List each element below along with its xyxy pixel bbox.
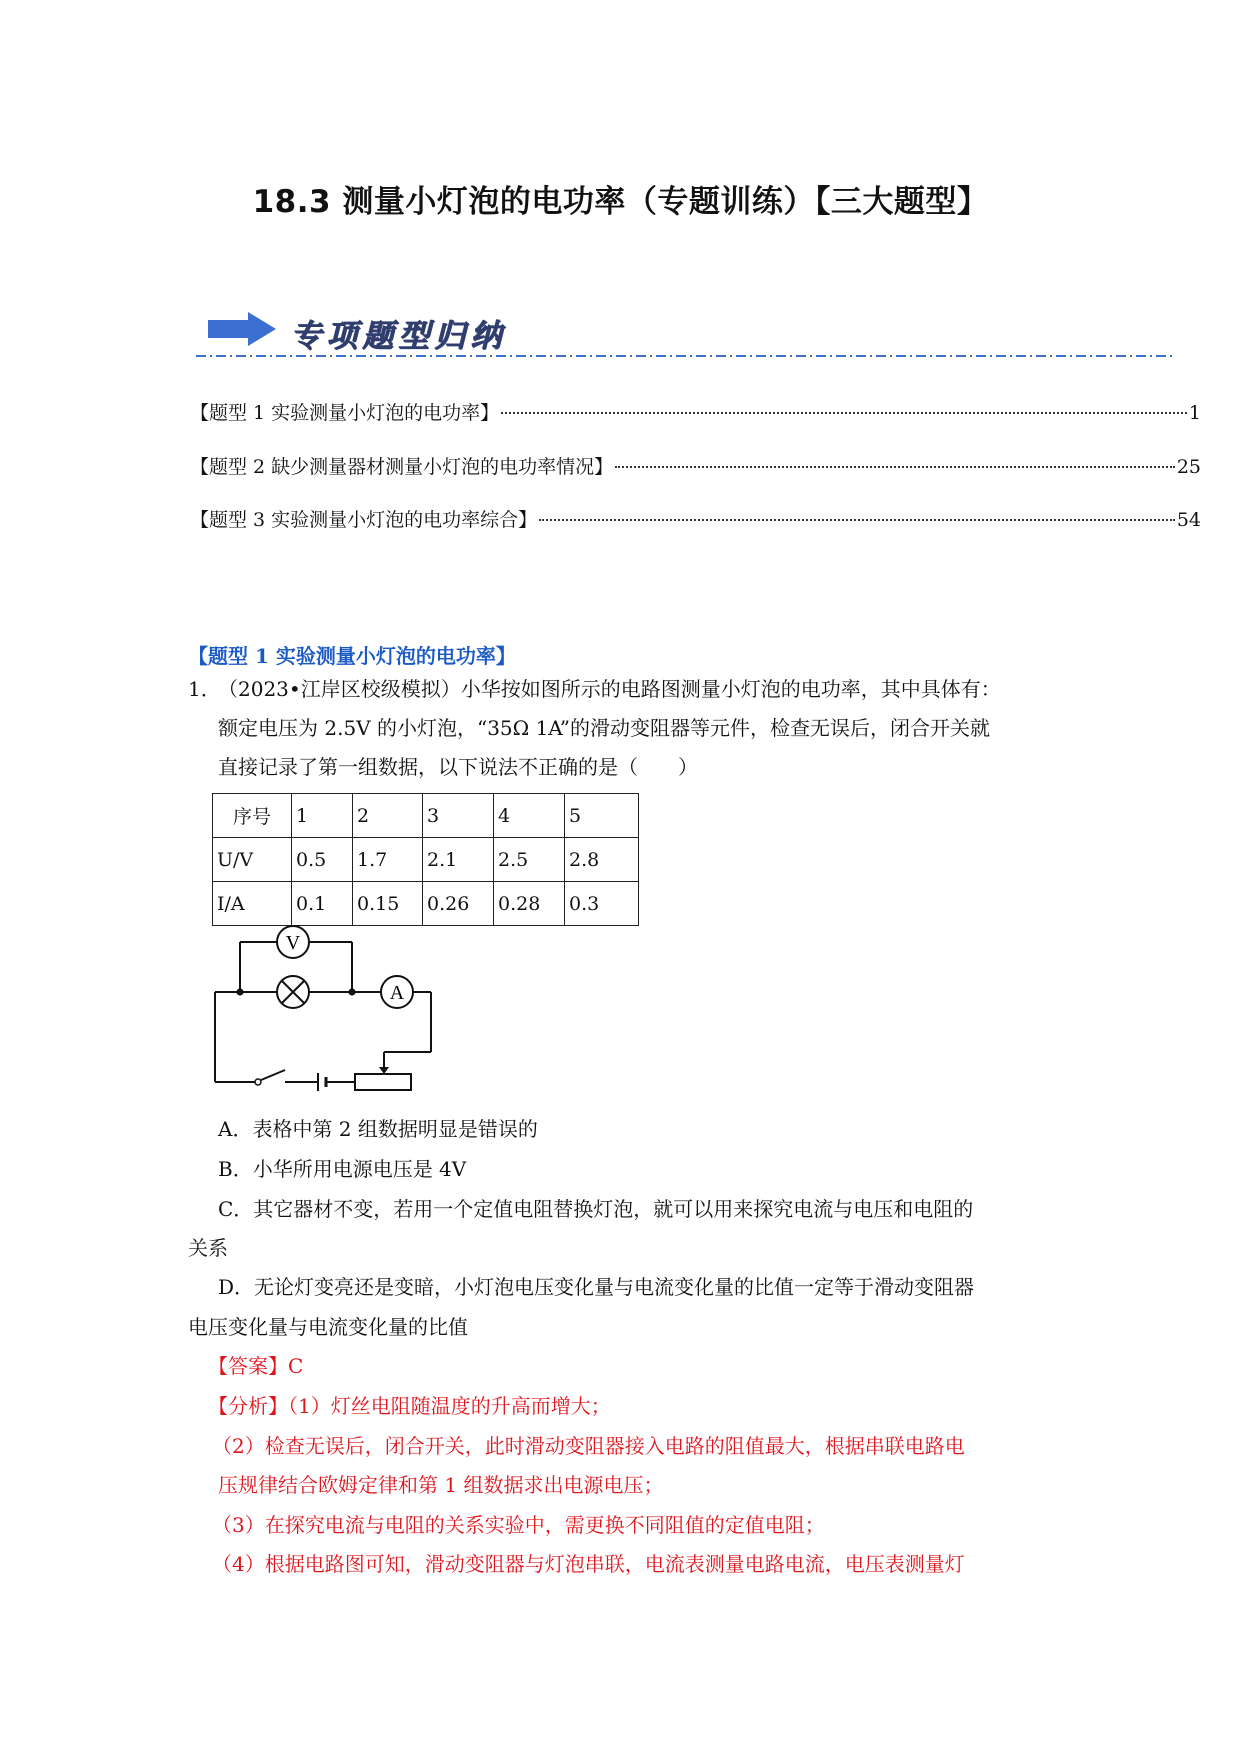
table-row: [213, 882, 639, 926]
toc-item[interactable]: [190, 398, 1201, 425]
ammeter-label: A: [389, 982, 405, 1004]
option-c-cont: 关系: [188, 1236, 228, 1260]
table-cell: 序号: [213, 794, 292, 838]
table-row: [213, 838, 639, 882]
question-number: 1．: [188, 677, 221, 701]
answer-value: C: [288, 1354, 304, 1378]
table-cell: 0.26: [423, 882, 494, 926]
table-cell: 5: [565, 794, 639, 838]
toc-page: 1: [1188, 402, 1201, 424]
question-line: 直接记录了第一组数据，以下说法不正确的是（ ）: [218, 755, 698, 779]
toc-item[interactable]: [190, 505, 1201, 532]
table-cell: 0.5: [292, 838, 353, 882]
ammeter-icon: [381, 976, 413, 1008]
toc-page: 54: [1176, 509, 1201, 531]
question-line: 额定电压为 2.5V 的小灯泡，“35Ω 1A”的滑动变阻器等元件，检查无误后，闭合开关就: [218, 716, 991, 740]
answer-label: 【答案】: [208, 1354, 288, 1378]
table-cell: 2.5: [494, 838, 565, 882]
toc-label: 【题型 2 缺少测量器材测量小灯泡的电功率情况】: [190, 456, 614, 478]
table-cell: I/A: [213, 882, 292, 926]
table-cell: 3: [423, 794, 494, 838]
banner-label: 专项题型归纳: [290, 318, 506, 354]
table-cell: U/V: [213, 838, 292, 882]
table-cell: 2: [353, 794, 423, 838]
voltmeter-icon: [277, 926, 309, 958]
option-d: D．无论灯变亮还是变暗，小灯泡电压变化量与电流变化量的比值一定等于滑动变阻器: [218, 1275, 975, 1299]
dot-leader: [501, 412, 1187, 414]
toc-page: 25: [1176, 456, 1201, 478]
dot-leader: [615, 466, 1175, 468]
analysis-label: 【分析】: [208, 1394, 288, 1418]
option-a: A．表格中第 2 组数据明显是错误的: [218, 1117, 538, 1141]
data-table: [212, 793, 639, 926]
section-heading: 【题型 1 实验测量小灯泡的电功率】: [188, 644, 516, 668]
circuit-diagram: [205, 922, 445, 1097]
lamp-icon: [277, 976, 309, 1008]
analysis-line: （2）检查无误后，闭合开关，此时滑动变阻器接入电路的阻值最大，根据串联电路电: [212, 1434, 965, 1458]
table-cell: 2.1: [423, 838, 494, 882]
table-cell: 1.7: [353, 838, 423, 882]
table-cell: 0.3: [565, 882, 639, 926]
option-c: C．其它器材不变，若用一个定值电阻替换灯泡，就可以用来探究电流与电压和电阻的: [218, 1197, 974, 1221]
table-cell: 0.15: [353, 882, 423, 926]
option-d-cont: 电压变化量与电流变化量的比值: [188, 1315, 468, 1339]
voltmeter-label: V: [285, 932, 301, 954]
analysis-line: （3）在探究电流与电阻的关系实验中，需更换不同阻值的定值电阻；: [212, 1513, 825, 1537]
table-cell: 2.8: [565, 838, 639, 882]
toc-label: 【题型 3 实验测量小灯泡的电功率综合】: [190, 509, 538, 531]
analysis-line: [208, 1387, 611, 1425]
table-cell: 0.28: [494, 882, 565, 926]
arrow-right-icon: [208, 312, 276, 346]
toc-label: 【题型 1 实验测量小灯泡的电功率】: [190, 402, 500, 424]
question-line: （2023•江岸区校级模拟）小华按如图所示的电路图测量小灯泡的电功率，其中具体有：: [218, 677, 1001, 701]
divider: [196, 354, 1176, 358]
dot-leader: [539, 519, 1175, 521]
analysis-line: 压规律结合欧姆定律和第 1 组数据求出电源电压；: [218, 1473, 664, 1497]
page-title: 18.3 测量小灯泡的电功率（专题训练）【三大题型】: [252, 184, 989, 220]
table-row: [213, 794, 639, 838]
analysis-line: （4）根据电路图可知，滑动变阻器与灯泡串联，电流表测量电路电流，电压表测量灯: [212, 1552, 965, 1576]
option-b: B．小华所用电源电压是 4V: [218, 1157, 467, 1181]
answer: [208, 1347, 303, 1385]
table-cell: 4: [494, 794, 565, 838]
table-cell: 0.1: [292, 882, 353, 926]
table-cell: 1: [292, 794, 353, 838]
analysis-text: （1）灯丝电阻随温度的升高而增大；: [288, 1394, 611, 1418]
toc-item[interactable]: [190, 452, 1201, 479]
